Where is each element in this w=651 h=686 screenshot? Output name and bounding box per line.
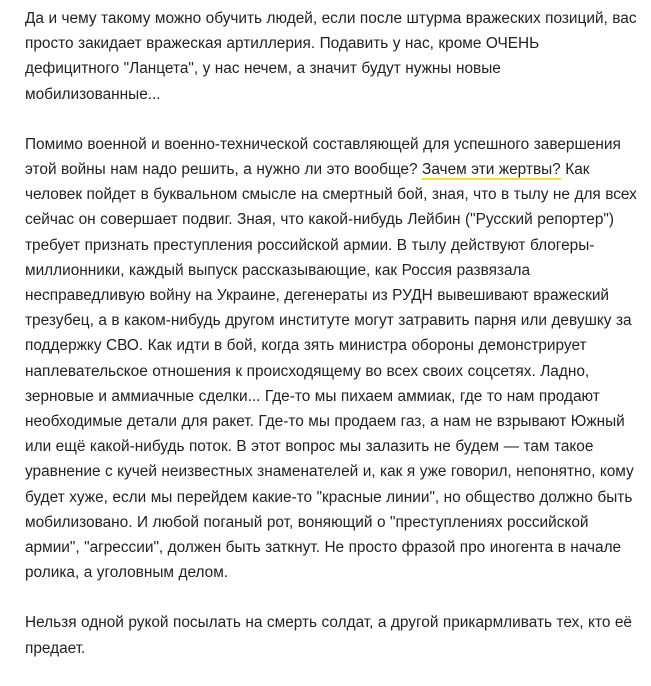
article-body — [25, 6, 637, 686]
paragraph-1: Да и чему такому можно обучить людей, если после штурма вражеских позиций, вас просто закидает вражеская артиллерия. Подавить у нас, кроме ОЧЕНЬ дефицитного "Ланцета", у нас нечем, а значит будут нужны новые мобилизованные... — [25, 10, 637, 103]
paragraph-3: Нельзя одной рукой посылать на смерть солдат, а другой прикармливать тех, кто её предает. — [25, 614, 632, 657]
paragraph-2 — [25, 132, 637, 586]
paragraph-2-text-start: Помимо военной и военно-технической составляющей для успешного завершения этой войны нам надо решить, а нужно ли это вообще? — [25, 135, 621, 179]
highlighted-phrase[interactable]: Зачем эти жертвы? — [422, 161, 561, 179]
paragraph-2-text-end: Как человек пойдет в буквальном смысле на смертный бой, зная, что в тылу не для всех сейчас он совершает подвиг. Зная, что какой-нибудь Лейбин ("Русский репортер") требует признать преступления российской армии. В тылу действуют блогеры-миллионники, каждый выпуск рассказывающие, как Россия развязала несправедливую войну на Украине, дегенераты из РУДН вывешивают вражеский трезубец, а в каком-нибудь другом институте могут затравить парня или девушку за поддержку СВО. Как идти в бой, когда зять министра обороны демонстрирует наплевательское отношения к происходящему во всех своих соцсетях. Ладно, зерновые и аммиачные сделки... Где-то мы пихаем аммиак, где то нам продают необходимые детали для ракет. Где-то мы продаем газ, а нам не взрывают Южный или ещё какой-нибудь поток. В этот вопрос мы залазить не будем — там такое уравнение с кучей неизвестных знаменателей и, как я уже говорил, непонятно, кому будет хуже, если мы перейдем какие-то "красные линии", но общество должно быть мобилизовано. И любой поганый рот, воняющий о "преступлениях российской армии", "агрессии", должен быть заткнут. Не просто фразой про иногента в начале ролика, а уголовным делом. — [25, 161, 637, 582]
